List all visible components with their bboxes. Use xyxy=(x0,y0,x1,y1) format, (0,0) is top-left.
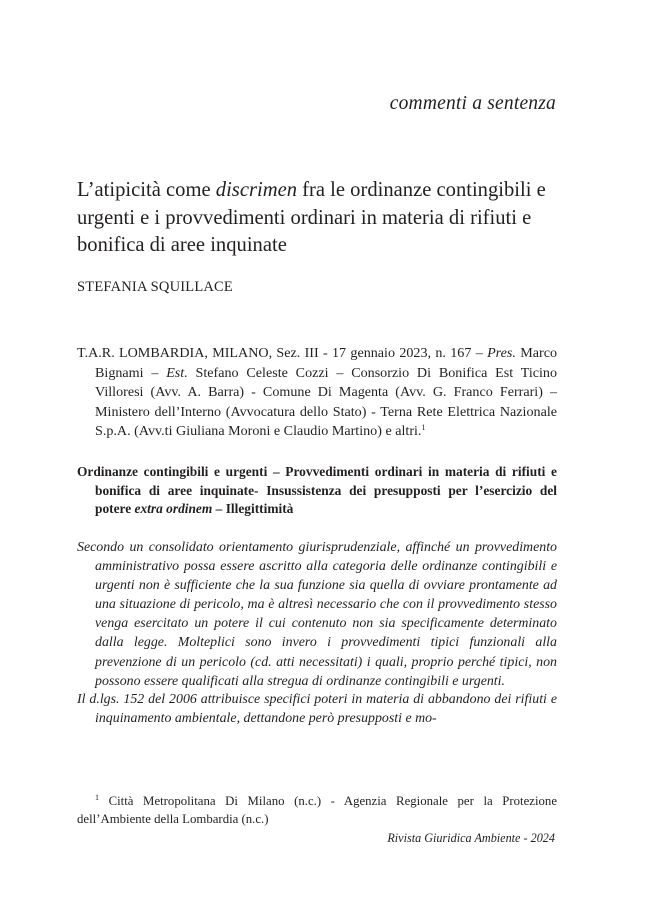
pres-label: Pres. xyxy=(487,345,516,361)
article-title xyxy=(77,177,577,260)
massima-text-end: – Illegittimità xyxy=(212,501,294,517)
section-label: commenti a sentenza xyxy=(389,93,556,114)
footnote xyxy=(77,793,557,828)
massima-text-start: Ordinanze contingibili e urgenti – Provvedimenti ordinari in materia di rifiuti e bonifica di aree inquinate- Insussistenza dei presupposti per l’esercizio del potere xyxy=(77,464,557,517)
case-reference xyxy=(77,344,557,442)
parties-list: Stefano Celeste Cozzi – Consorzio Di Bonifica Est Ticino Villoresi (Avv. A. Barra) - Comune Di Magenta (Avv. G. Franco Ferrari) – Ministero dell’Interno (Avvocatura dello Stato) - Terna Rete Elettrica Nazionale S.p.A. (Avv.ti Giuliana Moroni e Claudio Martino) e altri. xyxy=(95,364,558,440)
title-emphasis: discrimen xyxy=(215,179,297,201)
footnote-text: Città Metropolitana Di Milano (n.c.) - Agenzia Regionale per la Protezione dell’Ambiente della Lombardia (n.c.) xyxy=(77,794,557,826)
author-name: STEFANIA SQUILLACE xyxy=(77,279,233,295)
footnote-number: 1 xyxy=(95,793,99,802)
president-name: Marco Bignami – xyxy=(95,345,558,381)
footnote-reference[interactable]: 1 xyxy=(421,423,426,433)
running-footer: Rivista Giuridica Ambiente - 2024 xyxy=(387,831,555,845)
title-text-start: L’atipicità come xyxy=(77,179,216,201)
massima-heading xyxy=(77,463,557,519)
summary-paragraph-2: Il d.lgs. 152 del 2006 attribuisce specifici poteri in materia di abbandono dei rifiuti e inquinamento ambientale, dettandone però presupposti e mo- xyxy=(77,692,557,727)
court-line: T.A.R. LOMBARDIA, MILANO, Sez. III - 17 gennaio 2023, n. 167 – xyxy=(77,345,488,361)
summary-paragraph-1: Secondo un consolidato orientamento giurisprudenziale, affinché un provvedimento amministrativo possa essere ascritto alla categoria delle ordinanze contingibili e urgenti non è sufficiente che la sua funzione sia quella di ovviare prontamente ad una situazione di pericolo, ma è altresì necessario che con il provvedimento stesso venga esercitato un potere il cui contenuto non sia specificamente determinato dalla legge. Molteplici sono invero i provvedimenti tipici funzionali alla prevenzione di un pericolo (cd. atti necessitati) i quali, proprio perché tipici, non possono essere qualificati alla stregua di ordinanze contingibili e urgenti. xyxy=(77,540,557,689)
est-label: Est. xyxy=(166,364,188,381)
massima-italic: extra ordinem xyxy=(134,501,213,517)
title-text-end: fra le ordinanze contingibili e urgenti e i provvedimenti ordinari in materia di rifiuti e bonifica di aree inquinate xyxy=(77,179,546,256)
